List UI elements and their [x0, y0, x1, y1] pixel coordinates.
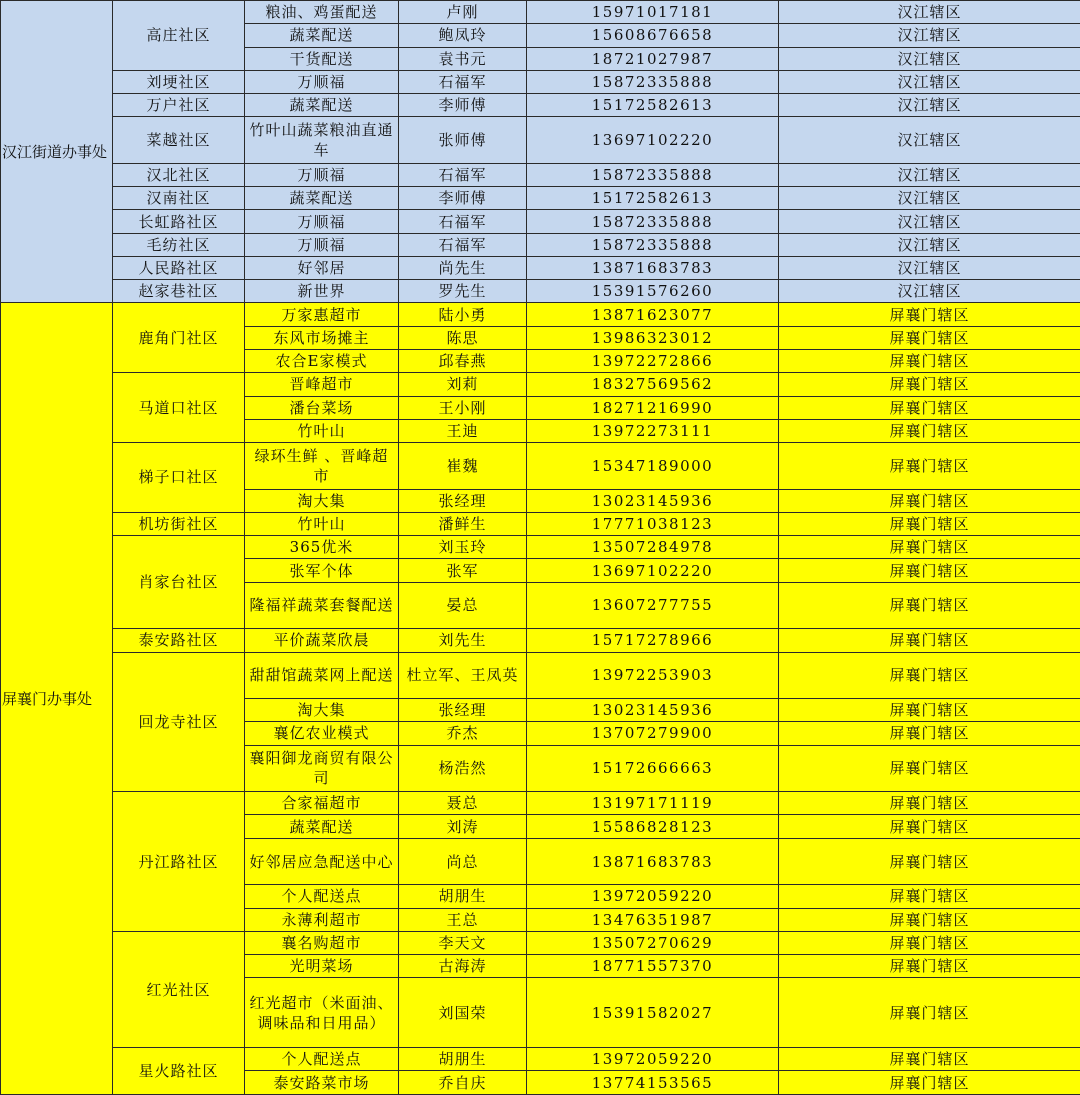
phone-number: 13774153565	[527, 1071, 779, 1095]
district-name: 屏襄门辖区	[779, 373, 1080, 396]
store-name: 张军个体	[245, 559, 399, 582]
contact-person: 刘玉玲	[399, 536, 527, 559]
store-name: 个人配送点	[245, 1048, 399, 1071]
community-name: 肖家台社区	[113, 536, 245, 629]
contact-person: 胡朋生	[399, 885, 527, 908]
district-name: 屏襄门辖区	[779, 652, 1080, 699]
store-name: 永薄利超市	[245, 908, 399, 931]
contact-person: 鲍凤玲	[399, 24, 527, 47]
phone-number: 15872335888	[527, 163, 779, 186]
phone-number: 15971017181	[527, 1, 779, 24]
phone-number: 13023145936	[527, 699, 779, 722]
community-name: 刘埂社区	[113, 70, 245, 93]
store-name: 干货配送	[245, 47, 399, 70]
store-name: 淘大集	[245, 489, 399, 512]
phone-number: 13972059220	[527, 885, 779, 908]
phone-number: 15608676658	[527, 24, 779, 47]
district-name: 汉江辖区	[779, 24, 1080, 47]
district-name: 汉江辖区	[779, 233, 1080, 256]
community-name: 泰安路社区	[113, 629, 245, 652]
table-row	[1, 163, 1080, 186]
phone-number: 13697102220	[527, 117, 779, 164]
district-name: 屏襄门辖区	[779, 838, 1080, 885]
community-name: 高庄社区	[113, 1, 245, 71]
contact-person: 李师傅	[399, 187, 527, 210]
district-name: 屏襄门辖区	[779, 1071, 1080, 1095]
store-name: 绿环生鲜 、晋峰超市	[245, 443, 399, 490]
phone-number: 13697102220	[527, 559, 779, 582]
phone-number: 15391582027	[527, 978, 779, 1048]
table-row	[1, 373, 1080, 396]
district-name: 屏襄门辖区	[779, 396, 1080, 419]
table-row	[1, 931, 1080, 954]
contact-person: 刘国荣	[399, 978, 527, 1048]
district-name: 屏襄门辖区	[779, 978, 1080, 1048]
community-name: 长虹路社区	[113, 210, 245, 233]
district-name: 屏襄门辖区	[779, 582, 1080, 629]
phone-number: 15586828123	[527, 815, 779, 838]
store-name: 竹叶山蔬菜粮油直通车	[245, 117, 399, 164]
district-name: 汉江辖区	[779, 117, 1080, 164]
district-name: 屏襄门辖区	[779, 931, 1080, 954]
district-name: 屏襄门辖区	[779, 699, 1080, 722]
store-name: 竹叶山	[245, 419, 399, 442]
district-name: 屏襄门辖区	[779, 885, 1080, 908]
phone-number: 13476351987	[527, 908, 779, 931]
store-name: 潘台菜场	[245, 396, 399, 419]
phone-number: 13023145936	[527, 489, 779, 512]
community-name: 汉南社区	[113, 187, 245, 210]
store-name: 竹叶山	[245, 512, 399, 535]
store-name: 襄亿农业模式	[245, 722, 399, 745]
community-name: 梯子口社区	[113, 443, 245, 513]
contact-person: 尚先生	[399, 256, 527, 279]
district-name: 汉江辖区	[779, 47, 1080, 70]
district-name: 屏襄门辖区	[779, 955, 1080, 978]
community-name: 鹿角门社区	[113, 303, 245, 373]
phone-number: 13197171119	[527, 792, 779, 815]
store-name: 甜甜馆蔬菜网上配送	[245, 652, 399, 699]
contact-person: 刘先生	[399, 629, 527, 652]
phone-number: 13871623077	[527, 303, 779, 326]
community-name: 人民路社区	[113, 256, 245, 279]
contact-person: 杨浩然	[399, 745, 527, 792]
contact-person: 胡朋生	[399, 1048, 527, 1071]
district-name: 屏襄门辖区	[779, 815, 1080, 838]
table-row	[1, 233, 1080, 256]
phone-number: 13986323012	[527, 326, 779, 349]
table-row	[1, 1048, 1080, 1071]
table-row	[1, 210, 1080, 233]
contact-person: 陈思	[399, 326, 527, 349]
store-name: 新世界	[245, 280, 399, 303]
phone-number: 13972253903	[527, 652, 779, 699]
phone-number: 15872335888	[527, 210, 779, 233]
table-row	[1, 792, 1080, 815]
store-name: 蔬菜配送	[245, 187, 399, 210]
district-name: 汉江辖区	[779, 280, 1080, 303]
district-name: 屏襄门辖区	[779, 559, 1080, 582]
contact-person: 石福军	[399, 70, 527, 93]
contact-person: 张师傅	[399, 117, 527, 164]
contact-person: 杜立军、王凤英	[399, 652, 527, 699]
phone-number: 13972273111	[527, 419, 779, 442]
community-name: 万户社区	[113, 94, 245, 117]
district-name: 屏襄门辖区	[779, 722, 1080, 745]
table-row	[1, 94, 1080, 117]
phone-number: 18771557370	[527, 955, 779, 978]
contact-person: 晏总	[399, 582, 527, 629]
table-row	[1, 187, 1080, 210]
district-name: 汉江辖区	[779, 187, 1080, 210]
phone-number: 15872335888	[527, 233, 779, 256]
contact-person: 崔魏	[399, 443, 527, 490]
table-row	[1, 70, 1080, 93]
phone-number: 13507270629	[527, 931, 779, 954]
phone-number: 13507284978	[527, 536, 779, 559]
store-name: 个人配送点	[245, 885, 399, 908]
phone-number: 18721027987	[527, 47, 779, 70]
contact-person: 石福军	[399, 210, 527, 233]
district-name: 屏襄门辖区	[779, 303, 1080, 326]
table-row	[1, 443, 1080, 490]
community-name: 汉北社区	[113, 163, 245, 186]
contact-person: 邱春燕	[399, 350, 527, 373]
phone-number: 17771038123	[527, 512, 779, 535]
district-name: 屏襄门辖区	[779, 1048, 1080, 1071]
table-row	[1, 629, 1080, 652]
community-name: 菜越社区	[113, 117, 245, 164]
phone-number: 13871683783	[527, 838, 779, 885]
phone-number: 18271216990	[527, 396, 779, 419]
store-name: 蔬菜配送	[245, 24, 399, 47]
district-name: 屏襄门辖区	[779, 350, 1080, 373]
table-row	[1, 1, 1080, 24]
community-name: 机坊街社区	[113, 512, 245, 535]
store-name: 万顺福	[245, 233, 399, 256]
contact-person: 石福军	[399, 233, 527, 256]
table-row	[1, 117, 1080, 164]
contact-person: 袁书元	[399, 47, 527, 70]
phone-number: 13707279900	[527, 722, 779, 745]
district-name: 屏襄门辖区	[779, 629, 1080, 652]
district-name: 屏襄门辖区	[779, 512, 1080, 535]
store-name: 平价蔬菜欣晨	[245, 629, 399, 652]
phone-number: 15347189000	[527, 443, 779, 490]
phone-number: 15172582613	[527, 187, 779, 210]
store-name: 万顺福	[245, 210, 399, 233]
district-name: 屏襄门辖区	[779, 326, 1080, 349]
district-name: 汉江辖区	[779, 94, 1080, 117]
store-name: 365优米	[245, 536, 399, 559]
contact-person: 张军	[399, 559, 527, 582]
phone-number: 13871683783	[527, 256, 779, 279]
phone-number: 13972272866	[527, 350, 779, 373]
table-row	[1, 512, 1080, 535]
community-name: 回龙寺社区	[113, 652, 245, 792]
contact-person: 李天文	[399, 931, 527, 954]
contact-person: 张经理	[399, 489, 527, 512]
phone-number: 15391576260	[527, 280, 779, 303]
contact-person: 王迪	[399, 419, 527, 442]
contact-person: 张经理	[399, 699, 527, 722]
community-name: 马道口社区	[113, 373, 245, 443]
store-name: 晋峰超市	[245, 373, 399, 396]
contact-person: 刘莉	[399, 373, 527, 396]
street-pingxiangmen: 屏襄门办事处	[1, 303, 113, 1095]
contact-person: 石福军	[399, 163, 527, 186]
phone-number: 15172666663	[527, 745, 779, 792]
contact-person: 尚总	[399, 838, 527, 885]
community-name: 毛纺社区	[113, 233, 245, 256]
store-name: 东风市场摊主	[245, 326, 399, 349]
district-name: 屏襄门辖区	[779, 443, 1080, 490]
table-row	[1, 536, 1080, 559]
table-row	[1, 303, 1080, 326]
contact-person: 潘鲜生	[399, 512, 527, 535]
store-name: 襄名购超市	[245, 931, 399, 954]
contact-person: 李师傅	[399, 94, 527, 117]
phone-number: 15172582613	[527, 94, 779, 117]
phone-number: 15717278966	[527, 629, 779, 652]
contact-person: 罗先生	[399, 280, 527, 303]
street-hanjiang: 汉江街道办事处	[1, 1, 113, 303]
store-name: 好邻居	[245, 256, 399, 279]
district-name: 屏襄门辖区	[779, 792, 1080, 815]
district-name: 汉江辖区	[779, 163, 1080, 186]
district-name: 汉江辖区	[779, 1, 1080, 24]
store-name: 红光超市（米面油、调味品和日用品）	[245, 978, 399, 1048]
store-name: 好邻居应急配送中心	[245, 838, 399, 885]
store-name: 蔬菜配送	[245, 94, 399, 117]
district-name: 屏襄门辖区	[779, 419, 1080, 442]
contact-person: 王总	[399, 908, 527, 931]
district-name: 屏襄门辖区	[779, 745, 1080, 792]
store-name: 淘大集	[245, 699, 399, 722]
contact-person: 陆小勇	[399, 303, 527, 326]
contact-person: 刘涛	[399, 815, 527, 838]
table-row	[1, 256, 1080, 279]
contact-person: 乔杰	[399, 722, 527, 745]
community-name: 赵家巷社区	[113, 280, 245, 303]
contact-person: 古海涛	[399, 955, 527, 978]
community-name: 星火路社区	[113, 1048, 245, 1095]
contact-person: 聂总	[399, 792, 527, 815]
district-name: 屏襄门辖区	[779, 489, 1080, 512]
contact-person: 乔自庆	[399, 1071, 527, 1095]
phone-number: 13607277755	[527, 582, 779, 629]
district-name: 屏襄门辖区	[779, 536, 1080, 559]
store-name: 襄阳御龙商贸有限公司	[245, 745, 399, 792]
table-row	[1, 280, 1080, 303]
store-name: 万顺福	[245, 70, 399, 93]
contact-person: 王小刚	[399, 396, 527, 419]
community-name: 丹江路社区	[113, 792, 245, 932]
phone-number: 13972059220	[527, 1048, 779, 1071]
store-name: 合家福超市	[245, 792, 399, 815]
store-name: 万顺福	[245, 163, 399, 186]
phone-number: 18327569562	[527, 373, 779, 396]
community-name: 红光社区	[113, 931, 245, 1047]
store-name: 隆福祥蔬菜套餐配送	[245, 582, 399, 629]
store-name: 光明菜场	[245, 955, 399, 978]
store-name: 万家惠超市	[245, 303, 399, 326]
contact-person: 卢刚	[399, 1, 527, 24]
store-name: 蔬菜配送	[245, 815, 399, 838]
store-name: 泰安路菜市场	[245, 1071, 399, 1095]
store-name: 农合E家模式	[245, 350, 399, 373]
district-name: 汉江辖区	[779, 70, 1080, 93]
table-row	[1, 652, 1080, 699]
district-name: 汉江辖区	[779, 256, 1080, 279]
phone-number: 15872335888	[527, 70, 779, 93]
district-name: 屏襄门辖区	[779, 908, 1080, 931]
district-name: 汉江辖区	[779, 210, 1080, 233]
store-name: 粮油、鸡蛋配送	[245, 1, 399, 24]
